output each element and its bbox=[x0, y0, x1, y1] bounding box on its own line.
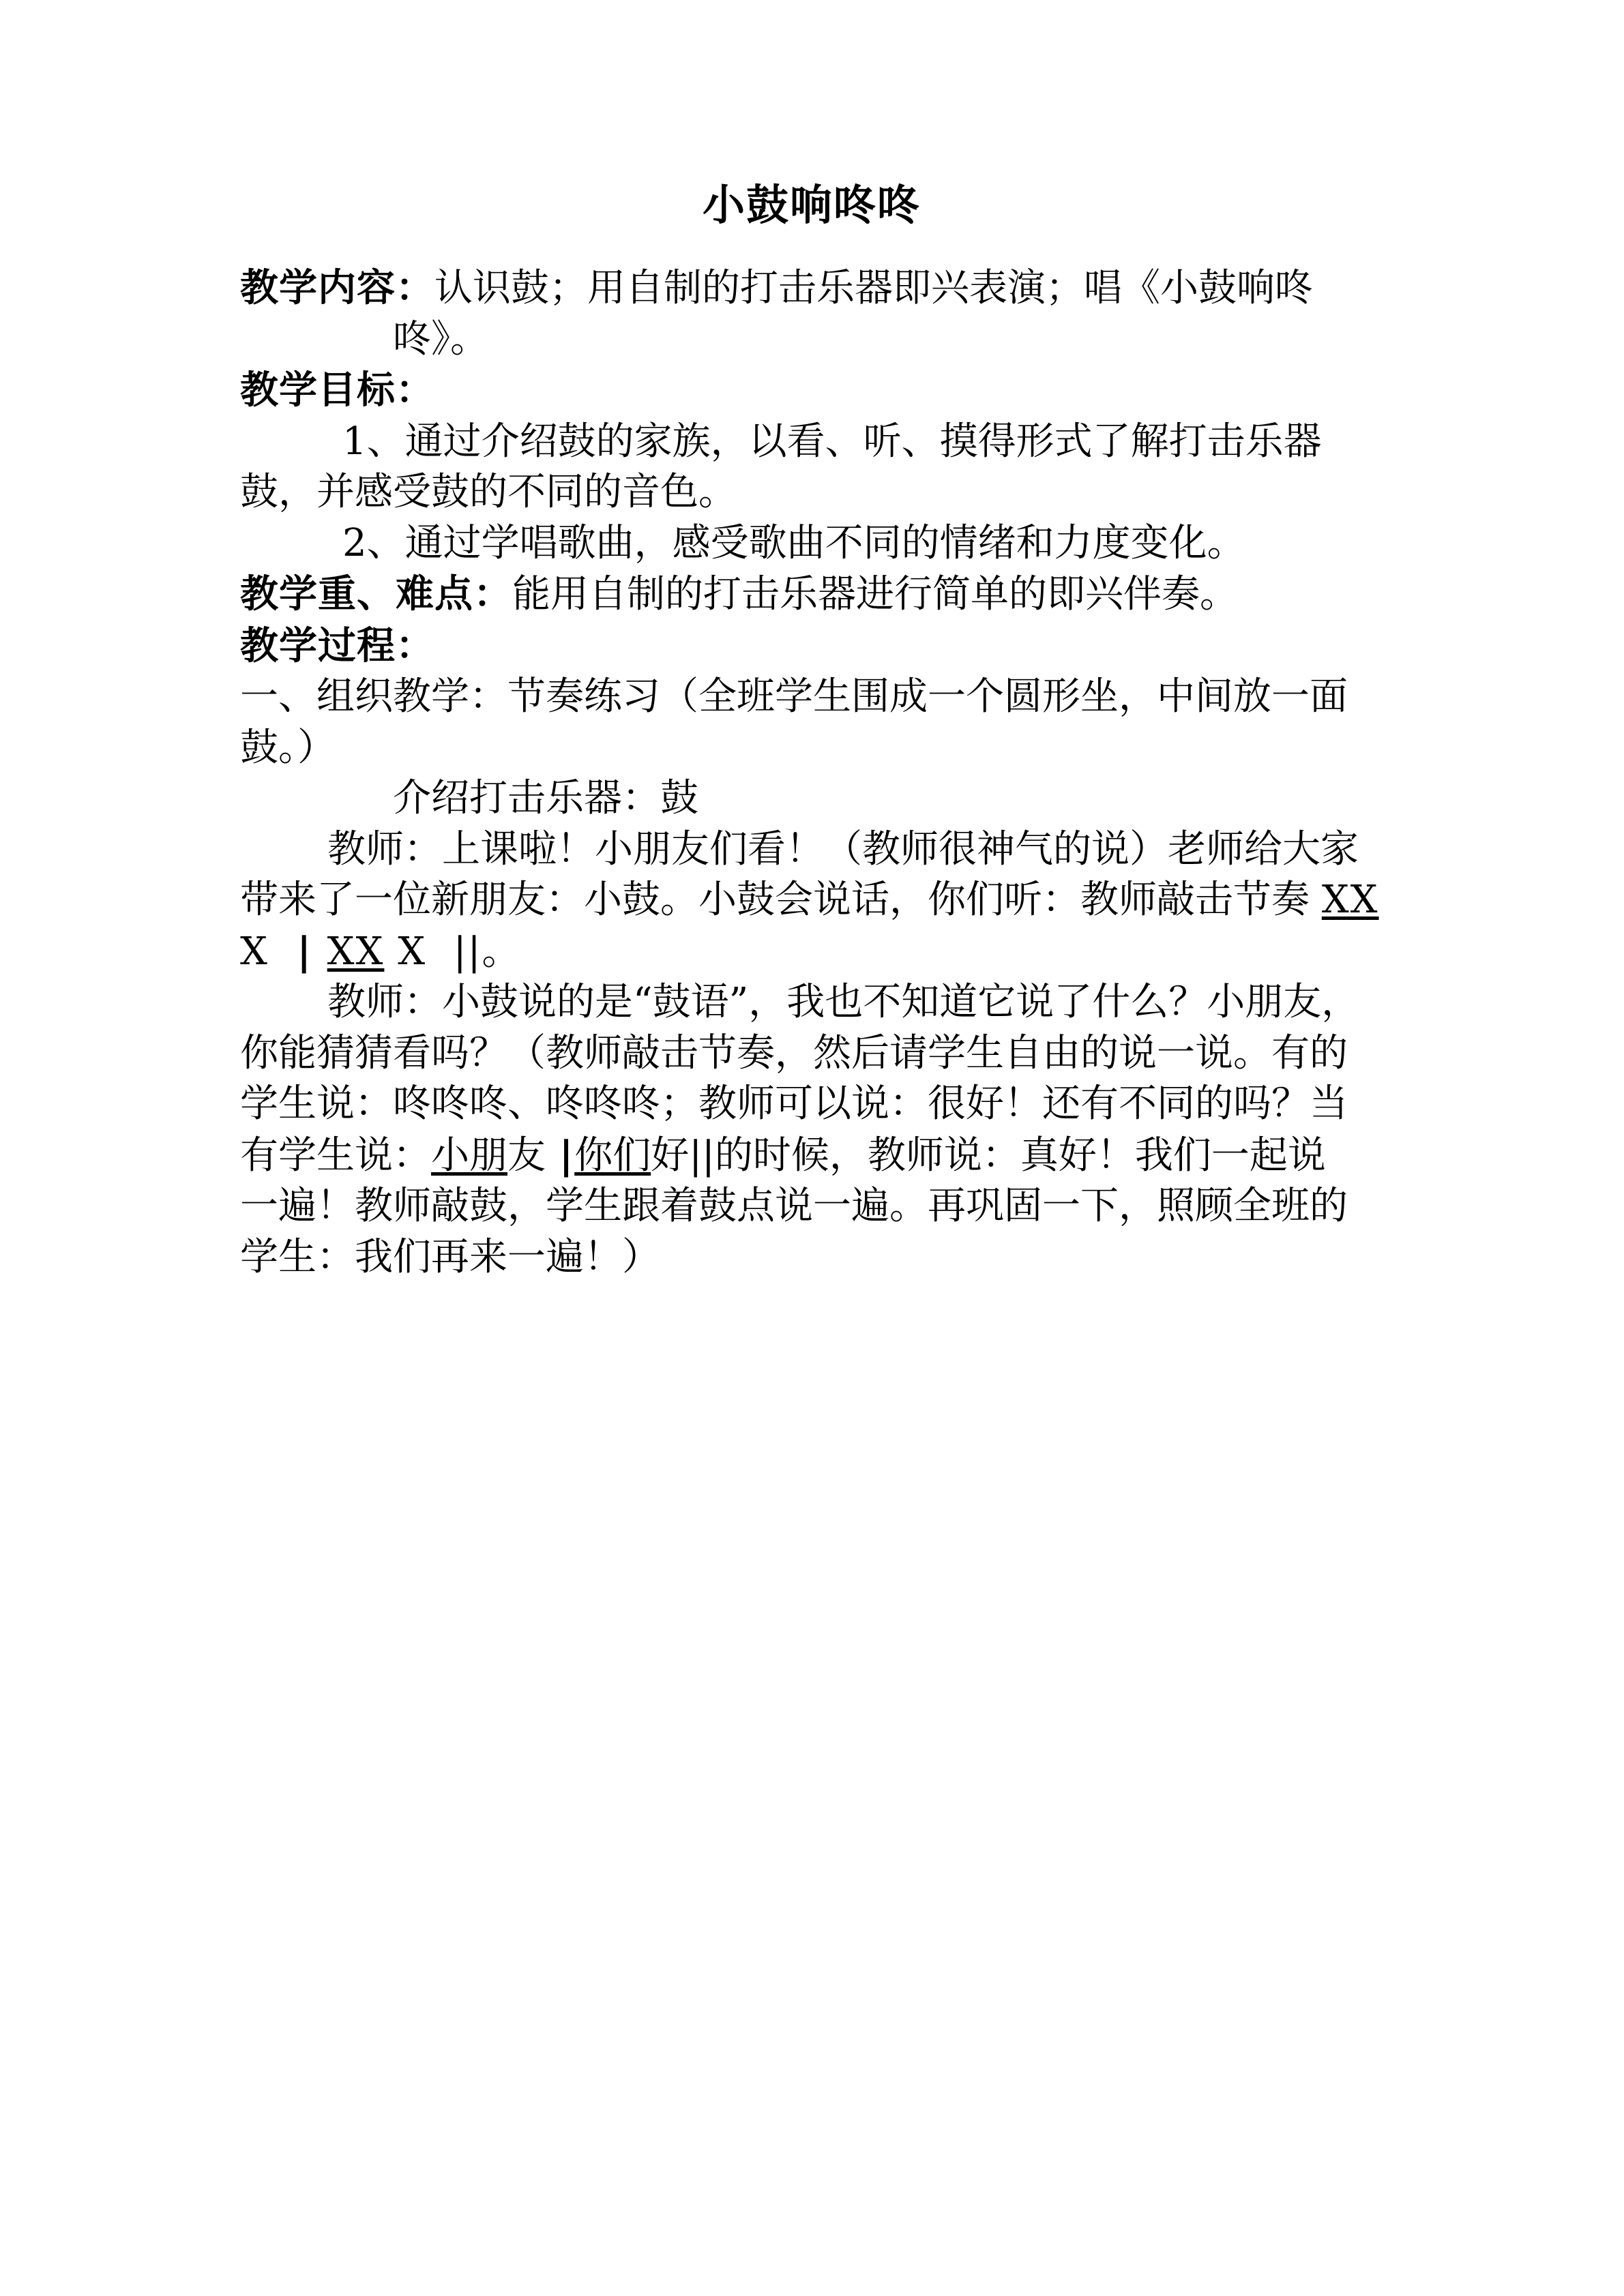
page-title: 小鼓响咚咚 bbox=[702, 180, 921, 230]
rhythm-double-barline: || bbox=[453, 929, 482, 974]
introduce-instrument-line: 介绍打击乐器：鼓 bbox=[393, 776, 698, 821]
step-1-line-1: 一、组织教学：节奏练习（全班学生围成一个圆形坐，中间放一面 bbox=[240, 674, 1348, 719]
chant-barline-1: | bbox=[559, 1132, 574, 1178]
objective-1-line-1: 1、通过介绍鼓的家族，以看、听、摸得形式了解打击乐器 bbox=[342, 419, 1322, 464]
rhythm-barline-1: | bbox=[297, 928, 312, 974]
title-spacer bbox=[240, 227, 1383, 263]
chant-notation-part-1-underlined: 小朋 bbox=[431, 1133, 507, 1178]
teaching-objectives-label: 教学目标： bbox=[240, 368, 434, 413]
teacher-speech-2-line-6: 学生：我们再来一遍！） bbox=[240, 1234, 660, 1279]
rhythm-note-1: X bbox=[240, 929, 269, 974]
teaching-content-text: 认识鼓；用自制的打击乐器即兴表演；唱《小鼓响咚 bbox=[434, 266, 1313, 311]
teaching-focus-label: 教学重、难点： bbox=[240, 571, 512, 617]
teacher-speech-2-line-4 bbox=[240, 1130, 1383, 1182]
teacher-speech-2-line-3: 学生说：咚咚咚、咚咚咚；教师可以说：很好！还有不同的吗？当 bbox=[240, 1082, 1348, 1127]
teacher-speech-2-line-1: 教师：小鼓说的是“鼓语”，我也不知道它说了什么？小朋友， bbox=[327, 980, 1360, 1025]
teaching-content-paragraph bbox=[240, 263, 1383, 314]
teacher-speech-2-line-5: 一遍！教师敲鼓，学生跟着鼓点说一遍。再巩固一下，照顾全班的 bbox=[240, 1184, 1348, 1229]
step-1-line-2: 鼓。） bbox=[240, 725, 336, 770]
objective-2: 2、通过学唱歌曲，感受歌曲不同的情绪和力度变化。 bbox=[342, 520, 1245, 565]
teaching-content-label: 教学内容： bbox=[240, 265, 434, 311]
rhythm-note-pair: XX bbox=[327, 929, 385, 974]
chant-notation-part-1-tail: 友 bbox=[507, 1133, 546, 1178]
teaching-content-continuation: 咚》。 bbox=[393, 316, 488, 361]
teaching-focus-paragraph bbox=[240, 569, 1383, 621]
rhythm-notation-inline: XX bbox=[1321, 878, 1379, 923]
rhythm-notation-line bbox=[240, 926, 1383, 978]
objective-1-line-2: 鼓，并感受鼓的不同的音色。 bbox=[240, 470, 737, 515]
teaching-process-heading bbox=[240, 621, 1383, 672]
teaching-objectives-heading bbox=[240, 365, 1383, 417]
teacher-speech-1-line-2 bbox=[240, 875, 1383, 926]
chant-notation-part-2-tail: 好 bbox=[651, 1133, 690, 1178]
chant-double-barline: || bbox=[689, 1133, 715, 1178]
chant-notation-part-2-underlined: 你们 bbox=[574, 1133, 651, 1178]
rhythm-end-period: 。 bbox=[482, 929, 522, 974]
teaching-process-label: 教学过程： bbox=[240, 623, 434, 668]
teacher-speech-1-text: 带来了一位新朋友：小鼓。小鼓会说话，你们听：教师敲击节奏 bbox=[240, 878, 1322, 923]
rhythm-note-2: X bbox=[398, 929, 427, 974]
teacher-speech-1-line-1: 教师：上课啦！小朋友们看！（教师很神气的说）老师给大家 bbox=[327, 826, 1359, 871]
document-content bbox=[240, 0, 1383, 1283]
student-says-suffix: 的时候，教师说：真好！我们一起说 bbox=[714, 1133, 1326, 1178]
teaching-focus-text: 能用自制的打击乐器进行简单的即兴伴奏。 bbox=[512, 572, 1238, 617]
teacher-speech-2-line-2: 你能猜猜看吗？（教师敲击节奏，然后请学生自由的说一说。有的 bbox=[240, 1030, 1348, 1075]
student-says-prefix: 有学生说： bbox=[240, 1133, 431, 1178]
